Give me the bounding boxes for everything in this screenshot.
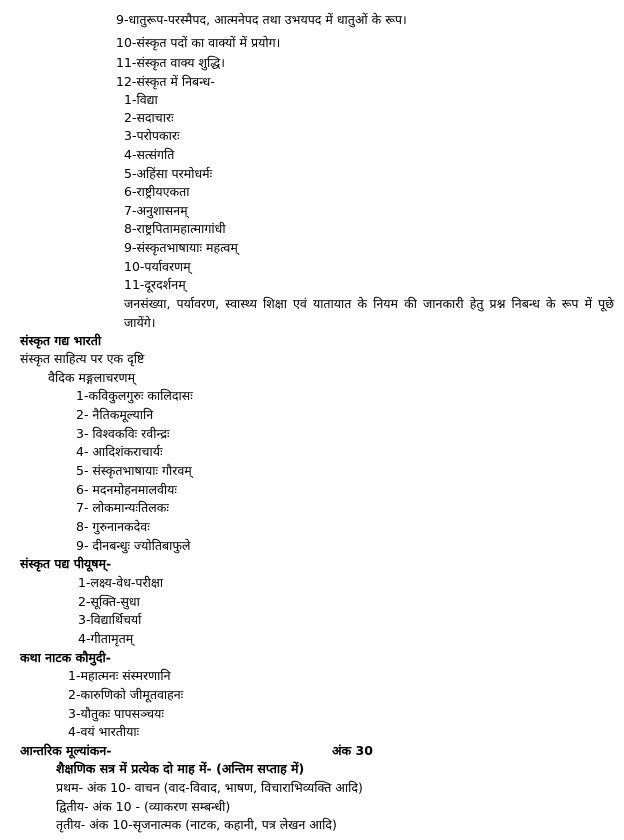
- grammar-item-9: 9-धातुरूप-परस्मैपद, आत्मनेपद तथा उभयपद में धातुओं के रूप।: [116, 12, 407, 27]
- assessment-heading: आन्तरिक मूल्यांकन-: [20, 743, 112, 758]
- assessment-marks: अंक 30: [332, 743, 373, 758]
- gadya-item: 5- संस्कृतभाषायाः गौरवम्: [76, 463, 192, 478]
- katha-item: 2-कारुणिको जीमूतवाहनः: [68, 687, 184, 702]
- gadya-item: 7- लोकमान्यःतिलकः: [76, 500, 169, 515]
- essay-note: जनसंख्या, पर्यावरण, स्वास्थ्य शिक्षा एवं यातायात के नियम की जानकारी हेतु प्रश्न निबन्ध के रूप में पूछे जायेंगे।: [124, 296, 614, 330]
- assessment-item: द्वितीय- अंक 10 - (व्याकरण सम्बन्धी): [56, 799, 231, 814]
- essay-heading: 12-संस्कृत में निबन्ध-: [116, 74, 215, 89]
- katha-item: 4-वयं भारतीयाः: [68, 724, 140, 739]
- gadya-item: 9- दीनबन्धुः ज्योतिबाफुले: [76, 538, 191, 553]
- essay-item: 10-पर्यावरणम्: [124, 259, 191, 274]
- essay-item: 5-अहिंसा परमोधर्मः: [124, 166, 213, 181]
- gadya-item: 3- विश्वकविः रवीन्द्रः: [76, 426, 170, 441]
- katha-heading: कथा नाटक कौमुदी-: [20, 650, 111, 665]
- gadya-intro: वैदिक मङ्गलाचरणम्: [48, 370, 136, 385]
- gadya-subheading: संस्कृत साहित्य पर एक दृष्टि: [20, 351, 145, 366]
- padya-item: 3-विद्यार्थिचर्या: [78, 612, 142, 627]
- essay-item: 9-संस्कृतभाषायाः महत्वम्: [124, 240, 238, 255]
- padya-item: 1-लक्ष्य-वेध-परीक्षा: [78, 575, 164, 590]
- essay-item: 2-सदाचारः: [124, 110, 174, 125]
- gadya-item: 6- मदनमोहनमालवीयः: [76, 482, 177, 497]
- essay-item: 4-सत्संगति: [124, 147, 175, 162]
- essay-item: 7-अनुशासनम्: [124, 203, 188, 218]
- gadya-item: 4- आदिशंकराचार्यः: [76, 444, 163, 459]
- grammar-item-11: 11-संस्कृत वाक्य शुद्धि।: [116, 55, 225, 70]
- gadya-item: 1-कविकुलगुरुः कालिदासः: [76, 388, 193, 403]
- gadya-item: 2- नैतिकमूल्यानि: [76, 407, 154, 422]
- assessment-item: तृतीय- अंक 10-सृजनात्मक (नाटक, कहानी, पत्र लेखन आदि): [56, 817, 337, 832]
- gadya-heading: संस्कृत गद्य भारती: [20, 333, 102, 348]
- assessment-item: प्रथम- अंक 10- वाचन (वाद-विवाद, भाषण, विचाराभिव्यक्ति आदि): [56, 780, 363, 795]
- essay-item: 8-राष्ट्रपितामहात्मागांधी: [124, 221, 226, 236]
- assessment-subheading: शैक्षणिक सत्र में प्रत्येक दो माह में- (अन्तिम सप्ताह में): [56, 761, 305, 776]
- gadya-item: 8- गुरुनानकदेवः: [76, 519, 150, 534]
- essay-item: 3-परोपकारः: [124, 128, 180, 143]
- grammar-item-10: 10-संस्कृत पदों का वाक्यों में प्रयोग।: [116, 35, 281, 50]
- padya-item: 4-गीतामृतम्: [78, 631, 134, 646]
- padya-heading: संस्कृत पद्य पीयूषम्-: [20, 556, 112, 571]
- katha-item: 1-महात्मनः संस्मरणानि: [68, 668, 171, 683]
- essay-item: 11-दूरदर्शनम्: [124, 277, 186, 292]
- essay-item: 6-राष्ट्रीयएकता: [124, 184, 190, 199]
- katha-item: 3-यौतुकः पापसञ्चयः: [68, 706, 164, 721]
- essay-item: 1-विद्या: [124, 92, 158, 107]
- padya-item: 2-सूक्ति-सुधा: [78, 594, 140, 609]
